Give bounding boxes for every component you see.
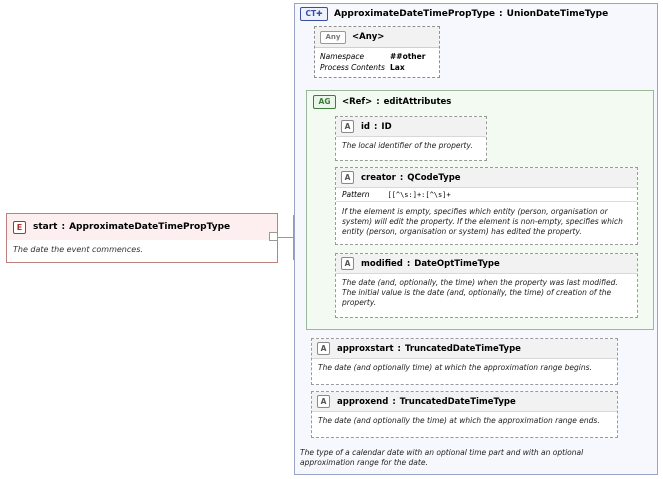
attribute-creator-pattern-row bbox=[336, 188, 637, 202]
connector-line-horizontal bbox=[278, 237, 294, 238]
element-name: start bbox=[33, 222, 58, 232]
any-property-process-contents-label: Process Contents bbox=[320, 63, 385, 72]
attribute-creator-annotation: If the element is empty, specifies which entity (person, organisation or system) will edit the property. If the element is non-empty, specifies which entity (person, organisation or system) has edited the property. bbox=[342, 207, 623, 236]
complextype-base: UnionDateTimeType bbox=[506, 9, 609, 19]
complextype-separator: : bbox=[499, 9, 503, 19]
attribute-modified-type: DateOptTimeType bbox=[414, 258, 500, 269]
attribute-approxstart-box[interactable] bbox=[311, 338, 618, 385]
attribute-group-header bbox=[307, 91, 653, 113]
attribute-approxend-annotation: The date (and optionally the time) at which the approximation range ends. bbox=[318, 416, 600, 425]
attribute-approxstart-header bbox=[312, 339, 617, 359]
complextype-tag-icon: CT✚ bbox=[300, 7, 328, 21]
any-box[interactable] bbox=[314, 26, 440, 78]
element-start-header bbox=[7, 214, 277, 240]
attribute-approxend-separator: : bbox=[392, 396, 396, 407]
any-header bbox=[315, 27, 439, 48]
any-properties bbox=[315, 49, 439, 73]
attribute-approxend-box[interactable] bbox=[311, 391, 618, 438]
attribute-modified-box[interactable] bbox=[335, 253, 638, 318]
attribute-approxstart-name: approxstart bbox=[337, 343, 394, 354]
attribute-creator-type: QCodeType bbox=[407, 172, 461, 183]
attribute-id-annotation: The local identifier of the property. bbox=[342, 141, 473, 150]
attribute-tag-icon: A bbox=[341, 171, 354, 184]
attribute-approxend-header bbox=[312, 392, 617, 412]
attributegroup-tag-icon: AG bbox=[313, 95, 336, 109]
any-property-namespace-label: Namespace bbox=[320, 52, 365, 61]
attribute-creator-box[interactable] bbox=[335, 167, 638, 245]
attribute-modified-name: modified bbox=[361, 258, 403, 269]
complextype-header bbox=[295, 4, 657, 24]
attribute-modified-separator: : bbox=[406, 258, 411, 269]
attribute-creator-separator: : bbox=[399, 172, 404, 183]
attribute-approxstart-separator: : bbox=[397, 343, 401, 354]
element-annotation: The date the event commences. bbox=[13, 245, 143, 254]
element-tag-icon: E bbox=[13, 221, 26, 234]
attribute-id-header bbox=[336, 117, 486, 137]
any-property-namespace-value: ##other bbox=[390, 52, 426, 61]
attribute-approxend-type: TruncatedDateTimeType bbox=[399, 396, 516, 407]
attribute-approxend-name: approxend bbox=[337, 396, 389, 407]
attribute-modified-annotation: The date (and, optionally, the time) when the property was last modified. The initial value is the date (and, optionally, the time) of creation of the property. bbox=[342, 278, 618, 307]
attribute-tag-icon: A bbox=[317, 342, 330, 355]
attribute-creator-header bbox=[336, 168, 637, 188]
attribute-id-box[interactable] bbox=[335, 116, 487, 161]
any-property-row bbox=[320, 62, 435, 73]
any-title: <Any> bbox=[352, 32, 385, 42]
attribute-group-separator: : bbox=[376, 97, 380, 107]
complextype-name: ApproximateDateTimePropType bbox=[334, 9, 496, 19]
element-start-box[interactable] bbox=[6, 213, 278, 263]
attribute-creator-pattern-value: [[^\s:]+:[^\s]+ bbox=[387, 190, 451, 199]
attribute-id-name: id bbox=[361, 121, 370, 132]
attribute-group-ref: editAttributes bbox=[383, 97, 452, 107]
any-property-process-contents-value: Lax bbox=[390, 63, 405, 72]
element-type: ApproximateDateTimePropType bbox=[69, 222, 231, 232]
attribute-modified-header bbox=[336, 254, 637, 274]
attribute-group-title: <Ref> bbox=[342, 97, 373, 107]
element-separator: : bbox=[61, 222, 66, 232]
element-expand-nub[interactable] bbox=[269, 232, 278, 241]
attribute-id-separator: : bbox=[374, 121, 378, 132]
any-tag-icon: Any bbox=[320, 31, 346, 44]
attribute-tag-icon: A bbox=[341, 257, 354, 270]
attribute-creator-pattern-label: Pattern bbox=[342, 190, 370, 199]
attribute-creator-name: creator bbox=[361, 172, 396, 183]
attribute-id-type: ID bbox=[381, 121, 392, 132]
complextype-annotation: The type of a calendar date with an optional time part and with an optional approximation range for the date. bbox=[300, 448, 584, 467]
attribute-tag-icon: A bbox=[317, 395, 330, 408]
attribute-approxstart-type: TruncatedDateTimeType bbox=[404, 343, 521, 354]
any-property-row bbox=[320, 51, 435, 62]
attribute-approxstart-annotation: The date (and optionally time) at which the approximation range begins. bbox=[318, 363, 592, 372]
attribute-tag-icon: A bbox=[341, 120, 354, 133]
